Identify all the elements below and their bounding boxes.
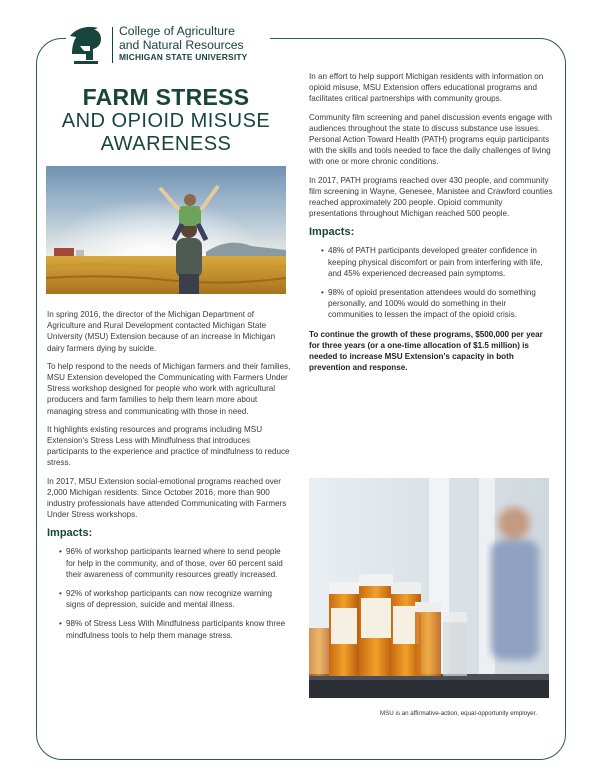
equal-opportunity-notice: MSU is an affirmative-action, equal-opportunity employer. <box>380 710 538 717</box>
left-paragraph-3: It highlights existing resources and programs including MSU Extension's Stress Less with Mindfulness that introduces participants to the experience and practice of mindfulness to reduce stress. <box>47 424 290 468</box>
farm-photo <box>46 166 286 294</box>
right-column <box>309 71 553 380</box>
left-paragraph-2: To help respond to the needs of Michigan farmers and their families, MSU Extension developed the Communicating with Farmers Under Stress workshop designed for people who work with agricultural producers and farm families to help them learn more about managing stress and communicating with those in need. <box>47 361 291 416</box>
left-impacts-list <box>47 546 291 640</box>
msu-logo <box>66 24 270 68</box>
right-impacts-heading: Impacts: <box>309 226 355 239</box>
funding-statement: To continue the growth of these programs, $500,000 per year for three years (or a one-time allocation of $1.5 million) is needed to increase MSU Extension's capacity in both prevention and response. <box>309 329 543 373</box>
right-paragraph-1: In an effort to help support Michigan residents with information on opioid misuse, MSU Extension offers educational programs and facilitates critical partnerships with community groups. <box>309 72 544 104</box>
title-line3: AWARENESS <box>100 133 232 155</box>
right-paragraph-2: Community film screening and panel discussion events engage with audiences throughout the state to discuss substance use issues. Personal Action Toward Health (PATH) programs equip participants with the skills and tools needed to face the daily challenges of living with one or more chronic conditions. <box>309 112 552 167</box>
left-impacts-heading: Impacts: <box>47 527 93 540</box>
title-line2: AND OPIOID MISUSE <box>61 110 271 132</box>
list-item: • 98% of opioid presentation attendees would do something personally, and 100% would do something in their communities to lessen the impact of the opioid crisis. <box>321 287 553 321</box>
list-item: • 96% of workshop participants learned where to send people for help in the community, and of those, over 60 percent said their awareness of community resources greatly increased. <box>59 546 291 580</box>
list-item: • 92% of workshop participants can now recognize warning signs of depression, suicide and mental illness. <box>59 588 291 610</box>
right-paragraph-3: In 2017, PATH programs reached over 430 people, and community film screening in Wayne, Genesee, Manistee and Crawford counties reached approximately 200 people. Opioid community presentations throughout Michigan reached 500 people. <box>309 175 553 219</box>
page-title <box>46 84 286 156</box>
logo-text <box>119 24 247 63</box>
right-impacts-list <box>309 245 553 320</box>
left-column <box>47 309 291 649</box>
list-item: • 48% of PATH participants developed greater confidence in keeping physical discomfort or pain from interfering with life, and 45% experienced decreased pain symptoms. <box>321 245 553 279</box>
spartan-helmet-icon <box>66 24 106 66</box>
left-paragraph-1: In spring 2016, the director of the Michigan Department of Agriculture and Rural Development contacted Michigan State University (MSU) Extension because of an increase in Michigan dairy farmers dying by suicide. <box>47 310 276 353</box>
pill-bottles-photo <box>309 478 549 698</box>
logo-divider <box>112 27 113 63</box>
university-name: MICHIGAN STATE UNIVERSITY <box>119 52 248 62</box>
college-name-line2: and Natural Resources <box>119 38 244 52</box>
left-paragraph-4: In 2017, MSU Extension social-emotional programs reached over 2,000 Michigan residents. Since October 2016, more than 900 industry professionals have attended Communicating with Farmers Under Stress workshops. <box>47 476 287 520</box>
title-line1: FARM STRESS <box>82 84 250 110</box>
list-item: • 98% of Stress Less With Mindfulness participants know three mindfulness tools to help them manage stress. <box>59 618 291 640</box>
college-name-line1: College of Agriculture <box>119 24 235 38</box>
